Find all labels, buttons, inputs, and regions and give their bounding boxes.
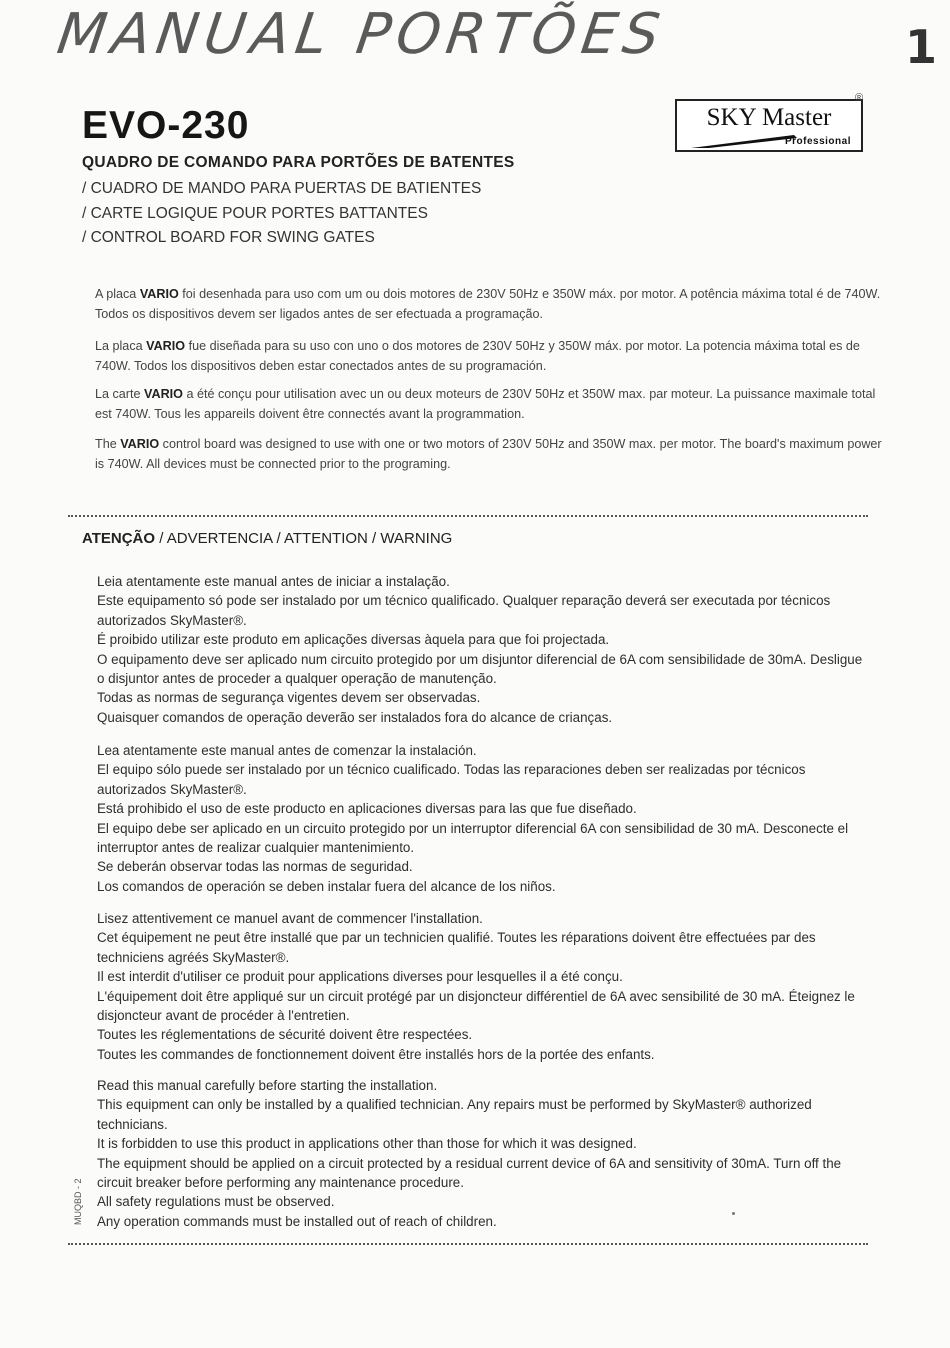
warning-item: El equipo sólo puede ser instalado por un técnico cualificado. Todas las reparaciones deben ser realizadas por técnicos autorizados SkyMaster®. xyxy=(97,762,806,797)
warnings-fr xyxy=(97,909,867,1064)
dotted-divider-bottom xyxy=(68,1243,868,1245)
warning-item: O equipamento deve ser aplicado num circuito protegido por um disjuntor diferencial de 6A com sensibilidade de 30mA. Desligue o disjuntor antes de proceder a qualquer operação de manutenção. xyxy=(97,651,863,687)
intro-paragraph-es: La placa VARIO fue diseñada para su uso con uno o dos motores de 230V 50Hz y 350W máx. por motor. La potencia máxima total es de 740W. Todos los dispositivos deben estar conectados antes de su programación. xyxy=(95,339,860,373)
intro-paragraph-pt: A placa VARIO foi desenhada para uso com um ou dois motores de 230V 50Hz e 350W máx. por motor. A potência máxima total é de 740W. Todos os dispositivos devem ser ligados antes de ser efectuada a programação. xyxy=(95,287,881,321)
product-name: VARIO xyxy=(120,437,160,451)
warning-item: Todas as normas de segurança vigentes devem ser observadas. xyxy=(97,690,481,706)
dotted-divider-top xyxy=(68,515,868,517)
warning-item: Está prohibido el uso de este producto en aplicaciones diversas para las que fue diseñado. xyxy=(97,801,637,817)
intro-paragraph-fr: La carte VARIO a été conçu pour utilisation avec un ou deux moteurs de 230V 50Hz et 350W max. par moteur. La puissance maximale total est 740W. Tous les appareils doivent être connectés avant la programmation. xyxy=(95,387,876,421)
warning-item: Any operation commands must be installed out of reach of children. xyxy=(97,1213,497,1229)
scan-speck xyxy=(732,1212,735,1215)
warning-item: L'équipement doit être appliqué sur un circuit protégé par un disjoncteur différentiel de 6A avec sensibilité de 30 mA. Éteignez le disjoncteur avant de procéder à l'entretien. xyxy=(97,988,855,1024)
warnings-pt xyxy=(97,572,867,727)
warning-item: Cet équipement ne peut être installé que par un technicien qualifié. Toutes les réparations doivent être effectuées par des techniciens agréés SkyMaster®. xyxy=(97,930,816,965)
warning-item: Toutes les commandes de fonctionnement doivent être installés hors de la portée des enfants. xyxy=(97,1046,655,1062)
warning-item: The equipment should be applied on a circuit protected by a residual current device of 6A and sensitivity of 30mA. Turn off the circuit breaker before performing any maintenance procedure. xyxy=(97,1155,842,1191)
warnings-en xyxy=(97,1076,867,1231)
warning-item: Leia atentamente este manual antes de iniciar a instalação. xyxy=(97,574,450,589)
product-name: VARIO xyxy=(139,287,179,301)
handwritten-page-number: 1 xyxy=(905,20,938,74)
warning-item: É proibido utilizar este produto em aplicações diversas àquela para que foi projectada. xyxy=(97,632,610,648)
warnings-es xyxy=(97,741,867,896)
subtitle-en: / CONTROL BOARD FOR SWING GATES xyxy=(82,229,375,246)
warning-item: Il est interdit d'utiliser ce produit pour applications diverses pour lesquelles il a été conçu. xyxy=(97,969,623,985)
warning-item: This equipment can only be installed by a qualified technician. Any repairs must be performed by SkyMaster® authorized technicians. xyxy=(97,1097,812,1132)
logo-subtitle: Professional xyxy=(784,136,851,147)
warning-item: Quaisquer comandos de operação deverão ser instalados fora do alcance de crianças. xyxy=(97,709,613,725)
warning-item: Read this manual carefully before starting the installation. xyxy=(97,1078,438,1093)
warning-item: El equipo debe ser aplicado en un circuito protegido por un interruptor diferencial 6A con sensibilidad de 30 mA. Desconecte el interruptor antes de realizar cualquier mantenimiento. xyxy=(97,820,849,856)
warning-item: Lea atentamente este manual antes de comenzar la instalación. xyxy=(97,743,477,758)
warning-item: Los comandos de operación se deben instalar fuera del alcance de los niños. xyxy=(97,878,556,894)
logo-brand-text: SKY Master xyxy=(706,104,832,131)
product-name: VARIO xyxy=(144,387,183,401)
subtitle-pt: QUADRO DE COMANDO PARA PORTÕES DE BATENTES xyxy=(82,154,515,171)
registered-mark: ® xyxy=(855,92,864,104)
intro-paragraph-en: The VARIO control board was designed to use with one or two motors of 230V 50Hz and 350W max. per motor. The board's maximum power is 740W. All devices must be connected prior to the programing. xyxy=(95,437,882,471)
warning-item: All safety regulations must be observed. xyxy=(97,1194,335,1210)
subtitle-es: / CUADRO DE MANDO PARA PUERTAS DE BATIENTES xyxy=(82,180,482,197)
attention-heading: ATENÇÃO / ADVERTENCIA / ATTENTION / WARNING xyxy=(82,530,453,547)
document-code: MUQBD - 2 xyxy=(73,1178,83,1225)
warning-item: Se deberán observar todas las normas de seguridad. xyxy=(97,859,413,875)
product-name: VARIO xyxy=(146,339,186,353)
handwritten-title: MANUAL PORTÕES xyxy=(53,2,670,67)
warning-item: Lisez attentivement ce manuel avant de commencer l'installation. xyxy=(97,911,483,926)
warning-item: Toutes les réglementations de sécurité doivent être respectées. xyxy=(97,1027,473,1043)
warning-item: It is forbidden to use this product in applications other than those for which it was designed. xyxy=(97,1136,637,1152)
model-title: EVO-230 xyxy=(82,104,250,147)
skymaster-logo xyxy=(675,99,863,152)
logo-swoosh-icon xyxy=(689,132,799,150)
subtitle-fr: / CARTE LOGIQUE POUR PORTES BATTANTES xyxy=(82,205,428,222)
warning-item: Este equipamento só pode ser instalado por um técnico qualificado. Qualquer reparação deverá ser executada por técnicos autorizados SkyMaster®. xyxy=(97,593,831,628)
